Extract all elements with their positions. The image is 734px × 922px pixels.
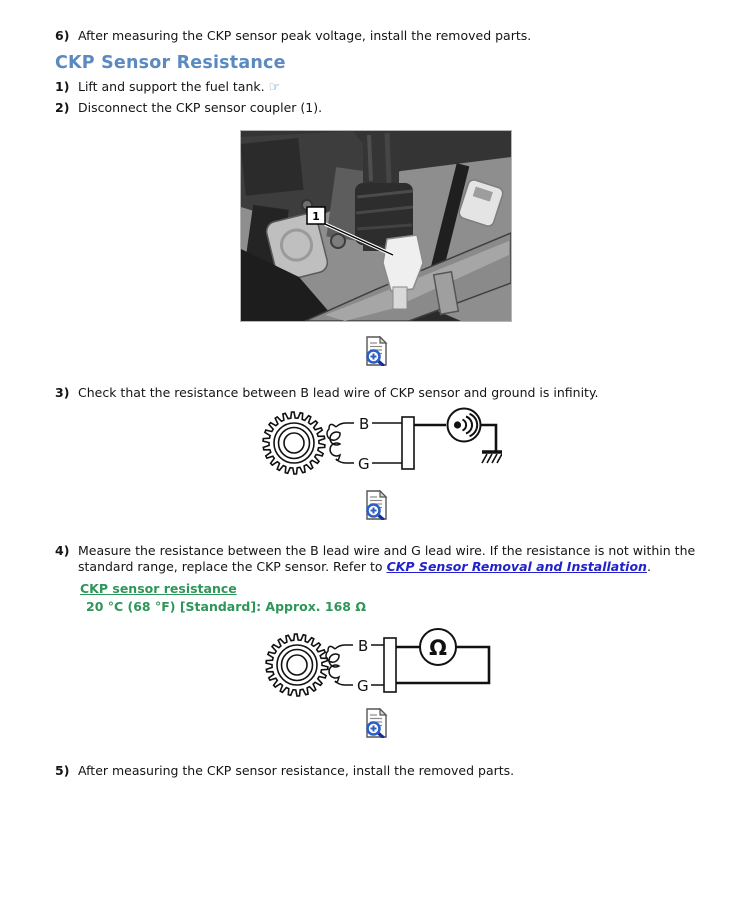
spec-title: CKP sensor resistance	[80, 581, 237, 596]
step-2-text: Disconnect the CKP sensor coupler (1).	[78, 100, 323, 115]
connector-symbol	[384, 638, 396, 692]
zoom-document-icon[interactable]	[363, 708, 389, 738]
step-6-text: After measuring the CKP sensor peak voltage, install the removed parts.	[78, 28, 532, 43]
step-5-number: 5)	[55, 763, 70, 778]
lead-label-g: G	[357, 677, 369, 695]
coupler-tail	[393, 287, 407, 309]
step-4-number: 4)	[55, 543, 70, 558]
step-6-number: 6)	[55, 28, 70, 43]
step-1	[55, 79, 696, 96]
ground-symbol	[482, 452, 502, 463]
refer-link-icon[interactable]: ☞	[268, 80, 281, 95]
spec-value: 20 °C (68 °F) [Standard]: Approx. 168 Ω	[86, 599, 366, 614]
photo-figure	[55, 130, 696, 324]
lead-label-g: G	[357, 455, 370, 473]
zoom-icon-row	[55, 336, 696, 369]
step-1-text	[78, 79, 696, 96]
zoom-icon-row	[55, 490, 696, 523]
step-3	[55, 385, 696, 401]
step-4-text	[78, 543, 696, 575]
gear-icon	[266, 634, 328, 696]
coil-symbol	[326, 645, 345, 685]
section-heading: CKP Sensor Resistance	[55, 53, 286, 73]
resistance-check-diagram	[55, 627, 696, 702]
step-4-text-after: .	[646, 559, 651, 574]
coil-symbol	[327, 423, 346, 463]
ckp-coupler-photo	[240, 130, 512, 322]
zoom-icon-row	[55, 708, 696, 741]
lead-label-b: B	[358, 637, 369, 655]
airbox-texture	[241, 138, 304, 196]
lead-label-b: B	[358, 415, 369, 433]
zoom-document-icon[interactable]	[363, 490, 389, 520]
step-3-text: Check that the resistance between B lead wire of CKP sensor and ground is infinity.	[78, 385, 599, 400]
spec-block	[80, 580, 696, 615]
continuity-check-diagram	[55, 407, 696, 480]
gear-icon	[263, 412, 325, 474]
step-1-text-label: Lift and support the fuel tank.	[78, 79, 265, 94]
callout-1-label: 1	[311, 210, 320, 223]
step-4-text-before: Measure the resistance between the B lead wire and G lead wire. If the resistance is not within the standard range, replace the CKP sensor. Refer to	[78, 543, 696, 574]
step-6	[55, 28, 696, 44]
step-3-number: 3)	[55, 385, 70, 400]
step-4	[55, 543, 696, 575]
ohm-symbol: Ω	[429, 636, 447, 660]
zoom-document-icon[interactable]	[363, 336, 389, 366]
step-1-number: 1)	[55, 79, 70, 94]
continuity-tester-icon	[447, 409, 480, 442]
step-2-number: 2)	[55, 100, 70, 115]
ohmmeter-icon	[420, 629, 456, 665]
step-5	[55, 763, 696, 779]
removal-installation-link[interactable]: CKP Sensor Removal and Installation	[386, 559, 647, 574]
connector-symbol	[402, 417, 414, 469]
bolt	[331, 234, 345, 248]
step-5-text: After measuring the CKP sensor resistance, install the removed parts.	[78, 763, 515, 778]
step-2	[55, 100, 696, 116]
